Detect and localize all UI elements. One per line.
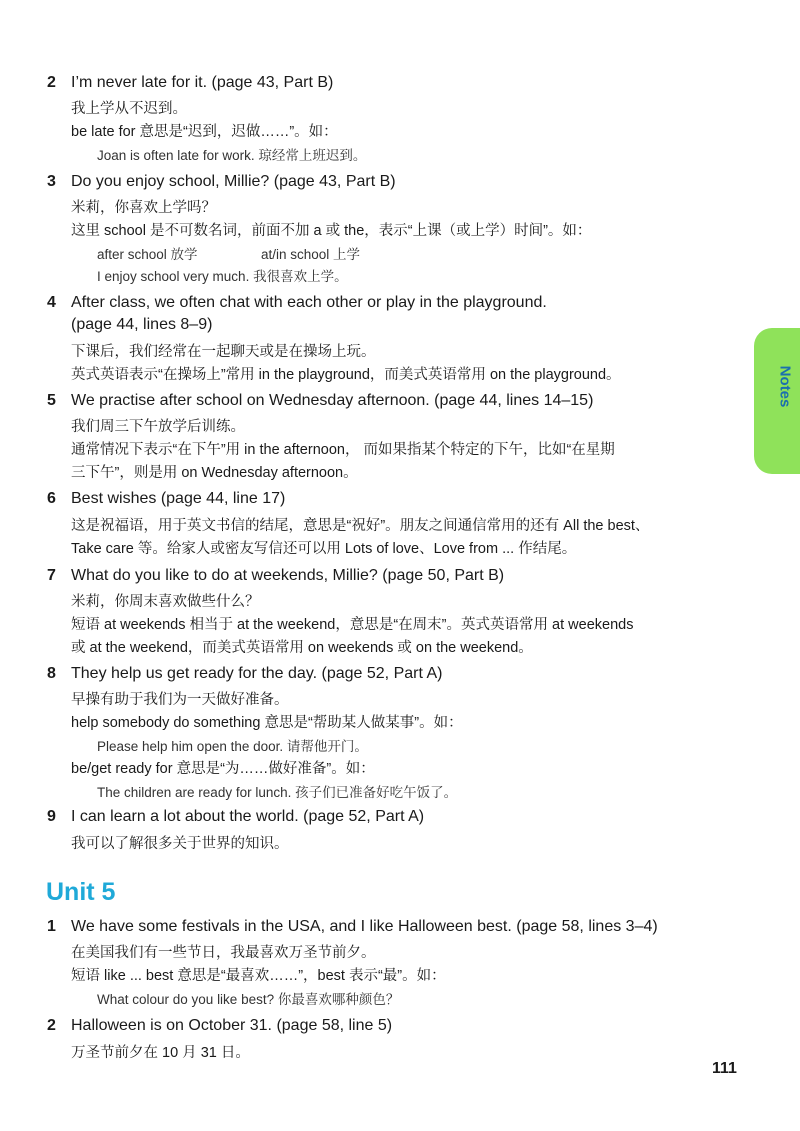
note-number: 2 (47, 74, 56, 91)
note-explanation: 短语 at weekends 相当于 at the weekend，意思是“在周末”。英式英语常用 at weekends (71, 617, 634, 633)
note-explanation: 通常情况下表示“在下午”用 in the afternoon， 而如果指某个特定的下午，比如“在星期 (71, 442, 615, 458)
note-translation: 我们周三下午放学后训练。 (71, 419, 245, 435)
note-number: 1 (47, 918, 56, 935)
note-sentence: After class, we often chat with each other or play in the playground. (71, 294, 547, 311)
note-sentence: What do you like to do at weekends, Millie? (page 50, Part B) (71, 567, 505, 584)
note-sentence: They help us get ready for the day. (page 52, Part A) (71, 665, 443, 682)
notes-side-tab (754, 328, 800, 474)
note-translation: 在美国我们有一些节日，我最喜欢万圣节前夕。 (71, 945, 376, 961)
note-example: at/in school 上学 (261, 247, 361, 262)
note-sentence: Do you enjoy school, Millie? (page 43, Part B) (71, 173, 396, 190)
note-explanation: 英式英语表示“在操场上”常用 in the playground，而美式英语常用 on the playground。 (71, 367, 621, 383)
note-number: 7 (47, 567, 56, 584)
note-number: 6 (47, 490, 56, 507)
note-translation: 我上学从不迟到。 (71, 101, 187, 117)
note-number: 4 (47, 294, 56, 311)
note-example: I enjoy school very much. 我很喜欢上学。 (97, 269, 348, 284)
note-explanation: help somebody do something 意思是“帮助某人做某事”。如： (71, 715, 463, 731)
note-sentence: Halloween is on October 31. (page 58, line 5) (71, 1017, 393, 1034)
note-number: 8 (47, 665, 56, 682)
note-translation: 我可以了解很多关于世界的知识。 (71, 836, 289, 852)
side-tab-label: Notes (776, 365, 794, 408)
note-number: 9 (47, 808, 56, 825)
note-explanation: 这里 school 是不可数名词，前面不加 a 或 the，表示“上课（或上学）时间”。如： (71, 223, 592, 239)
note-explanation: 这是祝福语，用于英文书信的结尾，意思是“祝好”。朋友之间通信常用的还有 All the best、 (71, 518, 650, 534)
note-source: (page 44, lines 8–9) (71, 316, 213, 333)
note-sentence: I’m never late for it. (page 43, Part B) (71, 74, 334, 91)
note-example: after school 放学 (97, 247, 198, 262)
note-sentence: We practise after school on Wednesday afternoon. (page 44, lines 14–15) (71, 392, 594, 409)
note-explanation: be late for 意思是“迟到，迟做……”。如： (71, 124, 338, 140)
note-translation: 下课后，我们经常在一起聊天或是在操场上玩。 (71, 344, 376, 360)
note-translation: 米莉，你周末喜欢做些什么？ (71, 594, 260, 610)
note-example: Please help him open the door. 请帮他开门。 (97, 739, 368, 754)
note-number: 3 (47, 173, 56, 190)
note-number: 2 (47, 1017, 56, 1034)
note-explanation: be/get ready for 意思是“为……做好准备”。如： (71, 761, 375, 777)
page-number: 111 (712, 1060, 737, 1077)
unit-heading: Unit 5 (46, 878, 116, 906)
note-explanation: 短语 like ... best 意思是“最喜欢……”，best 表示“最”。如： (71, 968, 446, 984)
note-translation: 米莉，你喜欢上学吗？ (71, 200, 216, 216)
note-explanation: 三下午”，则是用 on Wednesday afternoon。 (71, 465, 358, 481)
note-translation: 早操有助于我们为一天做好准备。 (71, 692, 289, 708)
note-explanation: Take care 等。给家人或密友写信还可以用 Lots of love、Love from ... 作结尾。 (71, 541, 577, 557)
note-sentence: I can learn a lot about the world. (page 52, Part A) (71, 808, 425, 825)
note-sentence: Best wishes (page 44, line 17) (71, 490, 286, 507)
note-translation: 万圣节前夕在 10 月 31 日。 (71, 1045, 250, 1061)
note-sentence: We have some festivals in the USA, and I like Halloween best. (page 58, lines 3–4) (71, 918, 658, 935)
note-example: What colour do you like best? 你最喜欢哪种颜色？ (97, 992, 400, 1007)
note-number: 5 (47, 392, 56, 409)
note-example: Joan is often late for work. 琼经常上班迟到。 (97, 148, 367, 163)
note-example: The children are ready for lunch. 孩子们已准备好吃午饭了。 (97, 785, 458, 800)
note-explanation: 或 at the weekend，而美式英语常用 on weekends 或 on the weekend。 (71, 640, 533, 656)
